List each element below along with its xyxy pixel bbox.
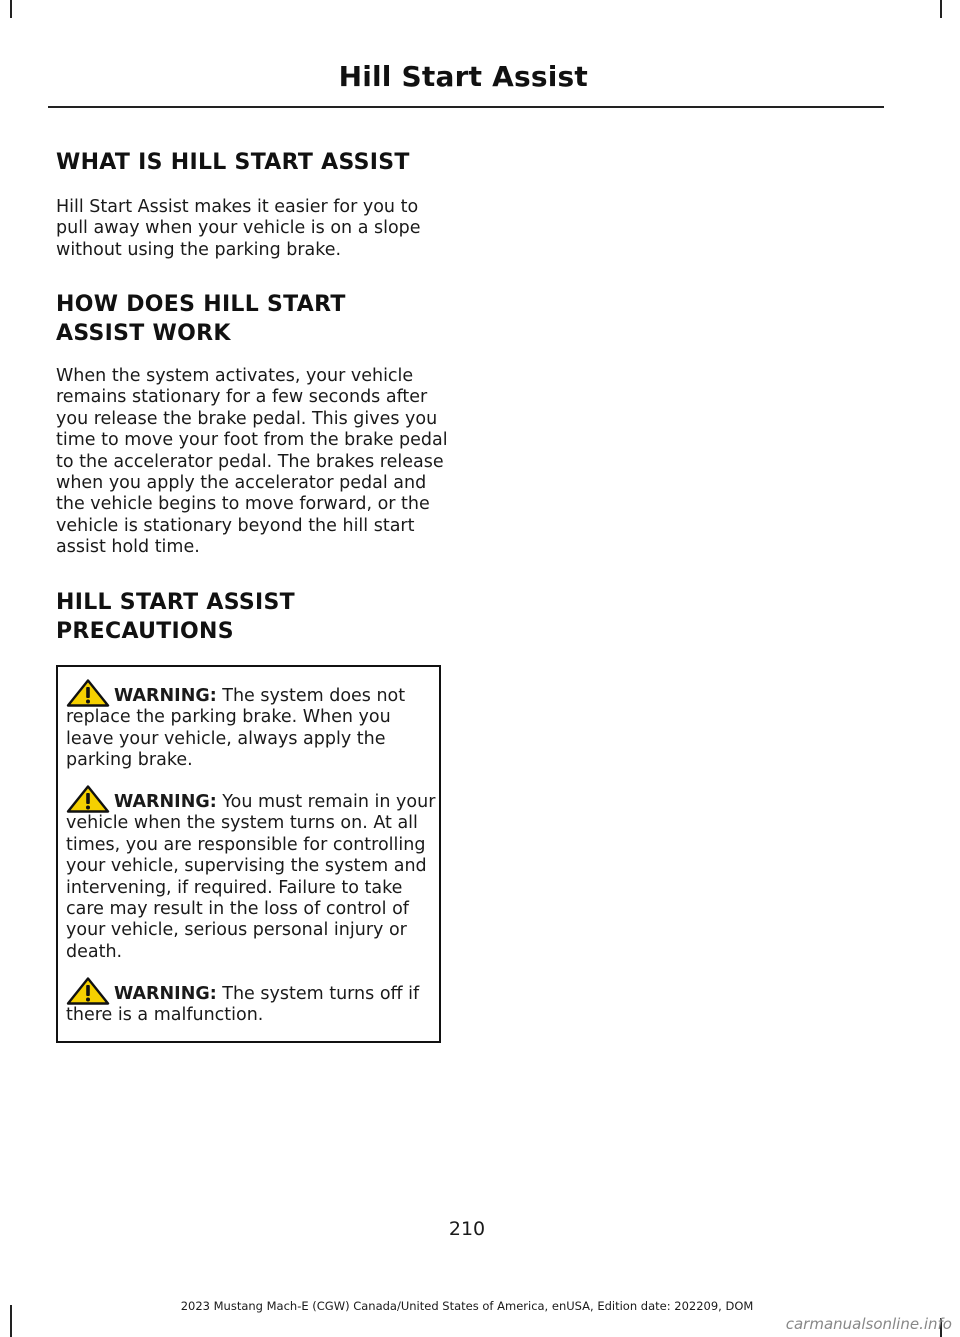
section-how-it-works (56, 290, 448, 559)
warning-box (56, 665, 441, 1043)
warning-label: WARNING: (114, 792, 217, 812)
section-body: Hill Start Assist makes it easier for you to pull away when your vehicle is on a slope without using the parking brake. (56, 197, 421, 260)
section-heading-line2: PRECAUTIONS (56, 619, 234, 644)
section-heading: WHAT IS HILL START ASSIST (56, 150, 410, 175)
crop-mark-top-left (10, 0, 12, 18)
section-heading-line1: HILL START ASSIST (56, 590, 295, 615)
page-title: Hill Start Assist (338, 60, 588, 93)
section-precautions (56, 588, 448, 646)
section-heading-line2: ASSIST WORK (56, 321, 231, 346)
warning-item (66, 977, 442, 1027)
watermark[interactable]: carmanualsonline.info (785, 1315, 952, 1333)
warning-text: The system turns off if there is a malfunction. (66, 984, 420, 1026)
section-body: When the system activates, your vehicle remains stationary for a few seconds after you release the brake pedal. This gives you time to move your foot from the brake pedal to the accelerator pedal. The brakes release when you apply the accelerator pedal and the vehicle begins to move forward, or the vehicle is stationary beyond the hill start assist hold time. (56, 366, 448, 558)
warning-text: The system does not replace the parking brake. When you leave your vehicle, always apply the parking brake. (66, 686, 406, 771)
section-heading-line1: HOW DOES HILL START (56, 292, 346, 317)
warning-triangle-icon (66, 785, 110, 813)
header-divider (48, 106, 884, 108)
warning-text: You must remain in your vehicle when the system turns on. At all times, you are responsible for controlling your vehicle, supervising the system and intervening, if required. Failure to take care may result in the loss of control of your vehicle, serious personal injury or death. (66, 792, 436, 962)
crop-mark-top-right (940, 0, 942, 18)
warning-triangle-icon (66, 679, 110, 707)
warning-triangle-icon (66, 977, 110, 1005)
warning-label: WARNING: (114, 984, 217, 1004)
page-number: 210 (448, 1218, 486, 1240)
warning-item (66, 679, 442, 772)
section-what-is (56, 148, 448, 261)
section-heading (56, 290, 448, 348)
warning-item (66, 785, 442, 963)
warning-label: WARNING: (114, 686, 217, 706)
footer-edition: 2023 Mustang Mach-E (CGW) Canada/United States of America, enUSA, Edition date: 202209, DOM (180, 1299, 754, 1313)
section-heading (56, 588, 448, 646)
